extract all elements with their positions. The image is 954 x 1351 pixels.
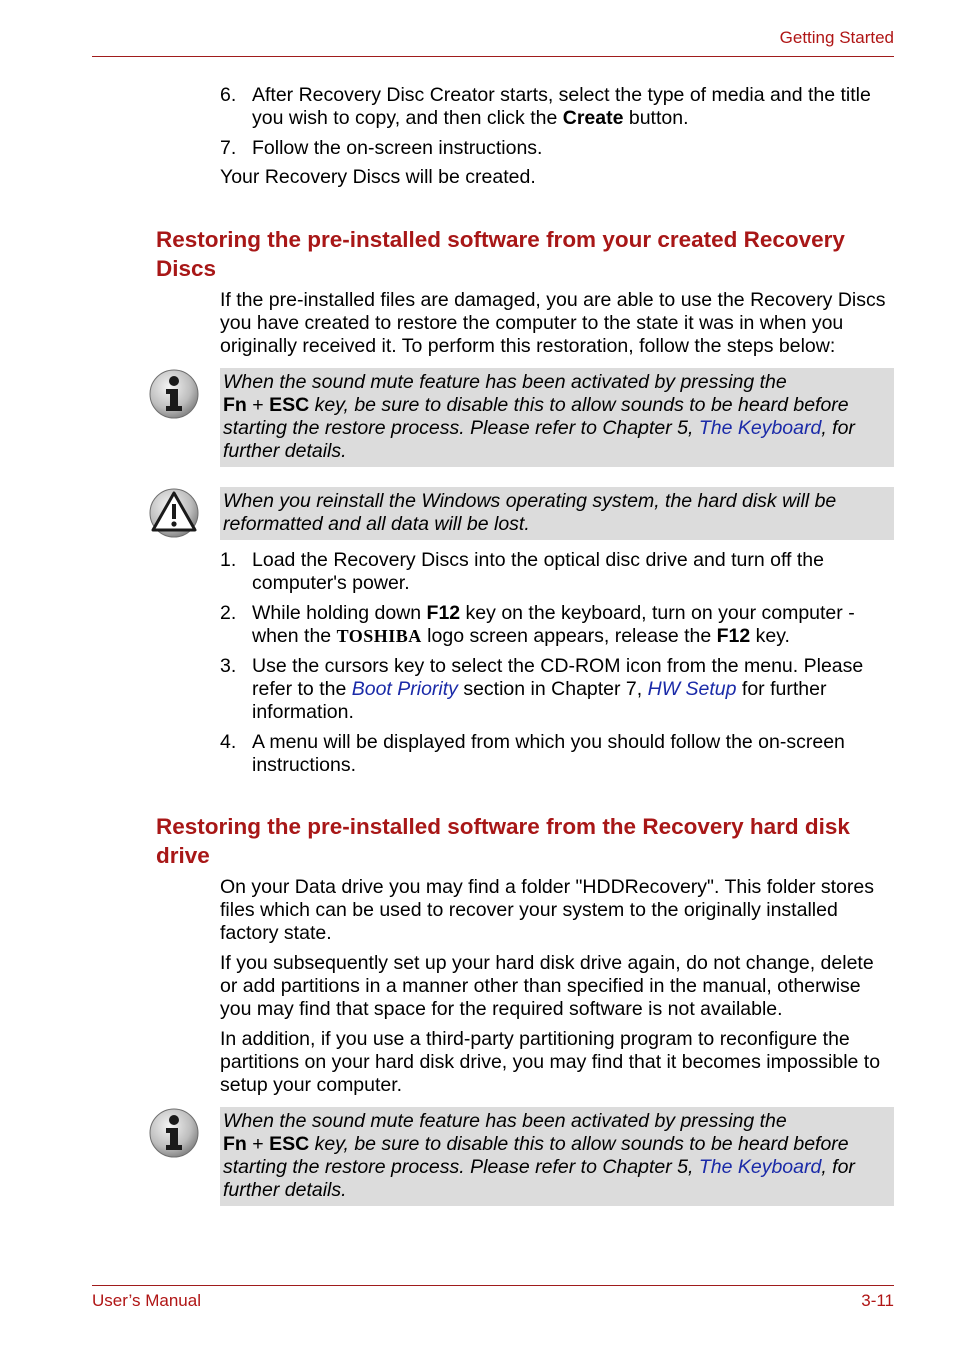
page-header-title: Getting Started [779, 28, 894, 47]
section-heading-recovery-discs: Restoring the pre-installed software from your created Recovery Discs [156, 227, 845, 281]
info-note: When the sound mute feature has been activated by pressing the Fn + ESC key, be sure to disable this to allow sounds to be heard before starting the restore process. Please refer to Chapter 5, The Keyboard, for further details. [220, 368, 894, 467]
list-item: 2. While holding down F12 key on the keyboard, turn on your computer - when the TOSHIBA logo screen appears, release the F12 key. [220, 602, 855, 647]
link-the-keyboard[interactable]: The Keyboard [698, 1156, 822, 1178]
toshiba-brand: TOSHIBA [336, 626, 422, 646]
esc-key: ESC [269, 394, 310, 416]
link-hw-setup[interactable]: HW Setup [647, 678, 737, 700]
info-note: When the sound mute feature has been activated by pressing the Fn + ESC key, be sure to disable this to allow sounds to be heard before starting the restore process. Please refer to Chapter 5, The Keyboard, for further details. [220, 1107, 894, 1206]
header-divider [92, 56, 894, 57]
link-boot-priority[interactable]: Boot Priority [351, 678, 458, 700]
esc-key: ESC [269, 1133, 310, 1155]
footer-manual-title: User’s Manual [92, 1291, 201, 1310]
fn-key: Fn [223, 394, 247, 416]
restore-steps [220, 549, 894, 777]
warning-icon [148, 487, 200, 539]
list-item: 3. Use the cursors key to select the CD-ROM icon from the menu. Please refer to the Boot Priority section in Chapter 7, HW Setup for further information. [220, 655, 864, 723]
list-item: 4. A menu will be displayed from which you should follow the on-screen instructions. [220, 731, 845, 776]
page-content [92, 84, 894, 1206]
section-heading-recovery-hdd: Restoring the pre-installed software from the Recovery hard disk drive [156, 814, 850, 868]
section1-paragraph: If the pre-installed files are damaged, you are able to use the Recovery Discs you have created to restore the computer to the state it was in when you originally received it. To perform this restoration, follow the steps below: [220, 289, 886, 357]
section2-paragraph-3: In addition, if you use a third-party partitioning program to reconfigure the partitions on your hard disk drive, you may find that it becomes impossible to setup your computer. [220, 1028, 881, 1096]
f12-key: F12 [426, 602, 461, 624]
create-keyword: Create [562, 107, 624, 129]
info-icon [148, 1107, 200, 1159]
list-item: 7. Follow the on-screen instructions. [220, 137, 543, 159]
link-the-keyboard[interactable]: The Keyboard [698, 417, 822, 439]
intro-steps [220, 84, 894, 189]
fn-key: Fn [223, 1133, 247, 1155]
section2-paragraph-2: If you subsequently set up your hard disk drive again, do not change, delete or add partitions in a manner other than specified in the manual, otherwise you may find that space for the required software is not available. [220, 952, 874, 1020]
intro-result: Your Recovery Discs will be created. [220, 166, 536, 188]
footer-divider [92, 1285, 894, 1286]
info-icon [148, 368, 200, 420]
page-number: 3-11 [861, 1291, 894, 1310]
section2-paragraph-1: On your Data drive you may find a folder "HDDRecovery". This folder stores files which can be used to recover your system to the originally installed factory state. [220, 876, 874, 944]
f12-key: F12 [716, 625, 751, 647]
warning-note: When you reinstall the Windows operating system, the hard disk will be reformatted and all data will be lost. [220, 487, 894, 540]
list-item: 1. Load the Recovery Discs into the optical disc drive and turn off the computer's power. [220, 549, 824, 594]
list-item: 6. After Recovery Disc Creator starts, select the type of media and the title you wish to copy, and then click the Create button. [220, 84, 871, 129]
